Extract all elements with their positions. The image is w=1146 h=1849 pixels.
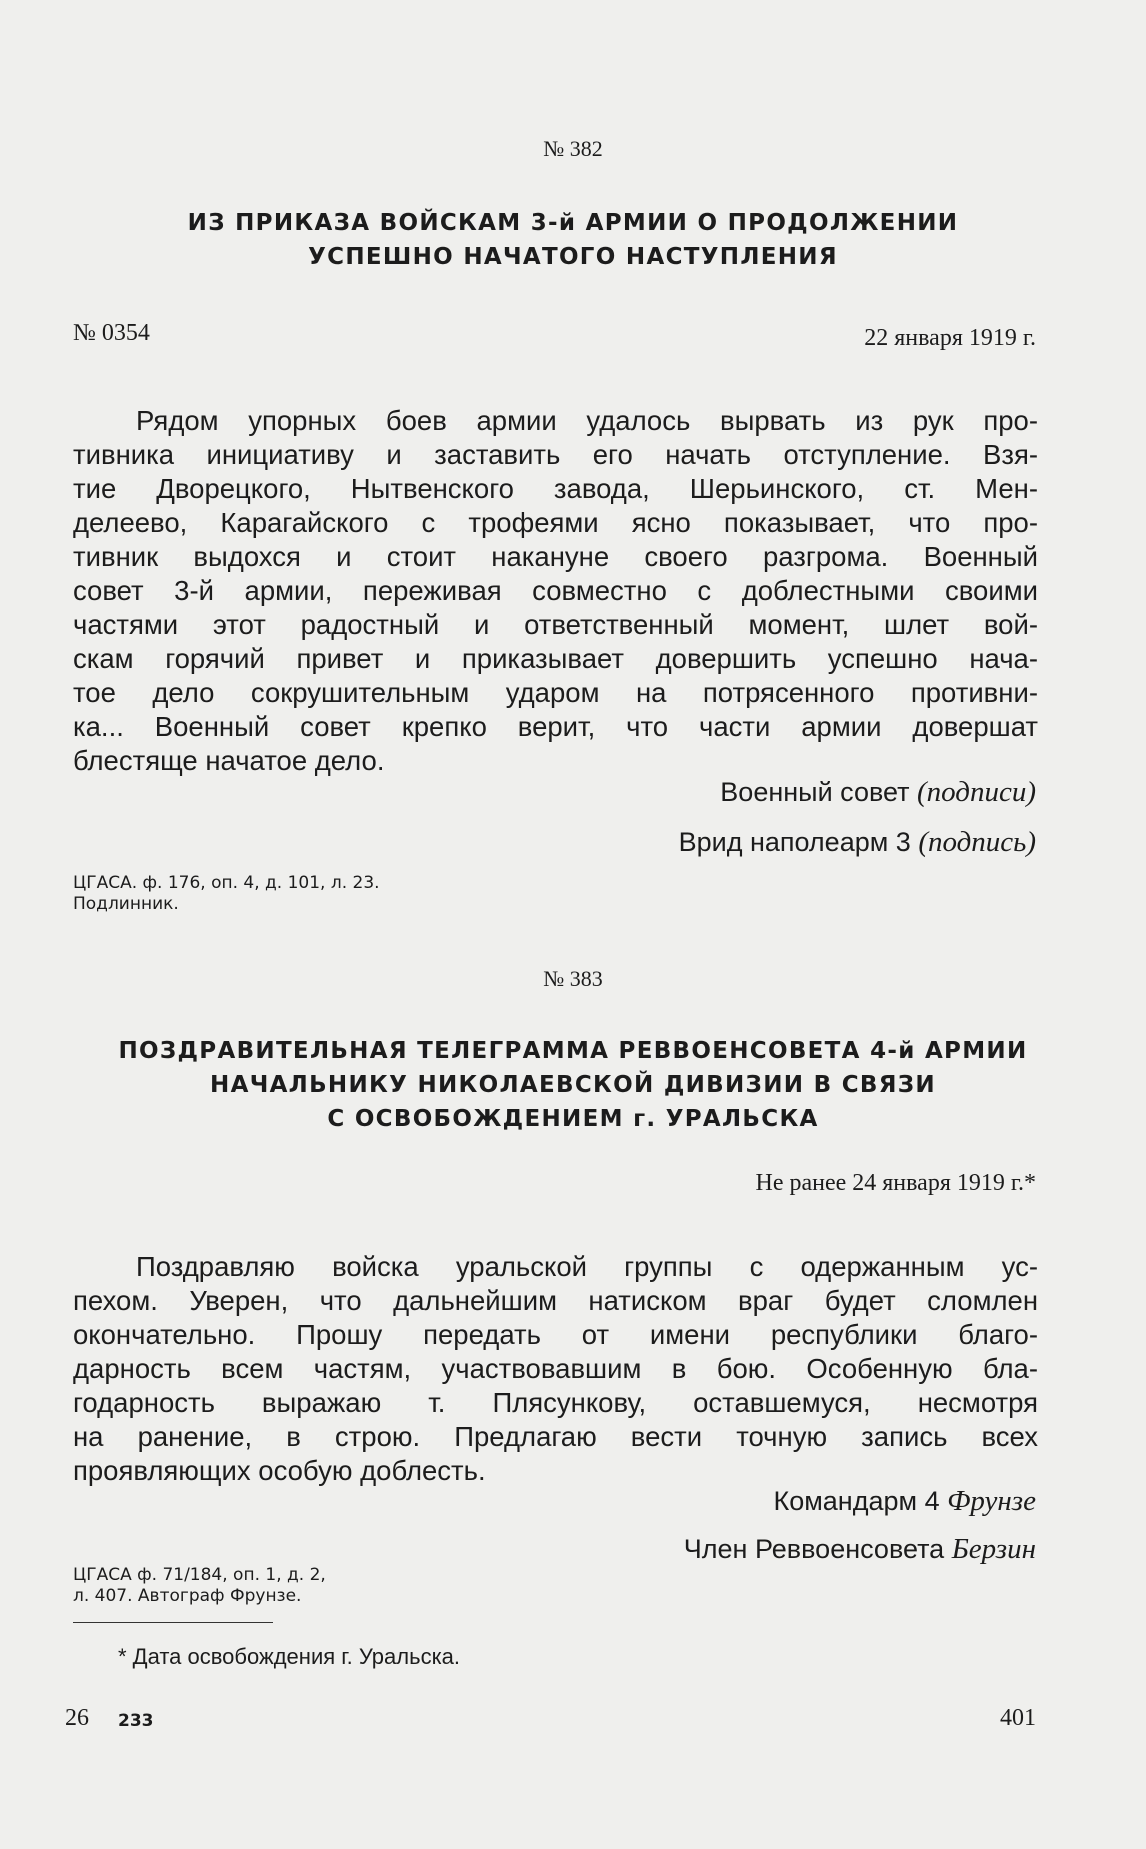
title-line: ПОЗДРАВИТЕЛЬНАЯ ТЕЛЕГРАММА РЕВВОЕНСОВЕТА 4-й АРМИИ	[118, 1038, 1028, 1064]
body-line: ка... Военный совет крепко верит, что части армии довершат	[73, 711, 1038, 742]
doc-383-number: № 383	[543, 966, 603, 991]
body-line: Поздравляю войска уральской группы с одержанным ус-	[136, 1251, 1038, 1282]
body-line: проявляющих особую доблесть.	[73, 1455, 486, 1486]
archive-line: л. 407. Автограф Фрунзе.	[73, 1586, 302, 1606]
body-line: тивника инициативу и заставить его начать отступление. Взя-	[73, 439, 1038, 470]
title-line: С ОСВОБОЖДЕНИЕМ г. УРАЛЬСКА	[327, 1106, 819, 1132]
title-line: НАЧАЛЬНИКУ НИКОЛАЕВСКОЙ ДИВИЗИИ В СВЯЗИ	[210, 1072, 936, 1098]
body-line: скам горячий привет и приказывает довершить успешно нача-	[73, 643, 1038, 674]
doc-383-title	[60, 1034, 1086, 1136]
signature-commander	[679, 826, 1036, 859]
body-line: дарность всем частям, участвовавшим в бою. Особенную бла-	[73, 1353, 1038, 1384]
signature-name: Фрунзе	[947, 1485, 1036, 1517]
page-number: 401	[1000, 1705, 1036, 1731]
signature-commander-4	[773, 1485, 1036, 1518]
body-line: окончательно. Прошу передать от имени республики благо-	[73, 1319, 1038, 1350]
order-date: 22 января 1919 г.	[864, 325, 1036, 351]
signature-title: Член Реввоенсовета	[683, 1534, 945, 1564]
body-line: совет 3-й армии, переживая совместно с доблестными своими	[73, 575, 1038, 606]
doc-382-title	[60, 206, 1086, 274]
signature-title: Врид наполеарм 3	[678, 827, 911, 857]
body-line: тое дело сокрушительным ударом на потрясенного противни-	[73, 677, 1038, 708]
signature-name: Берзин	[951, 1533, 1036, 1565]
doc-383-archive-ref	[73, 1565, 326, 1607]
body-line: годарность выражаю т. Плясункову, оставшемуся, несмотря	[73, 1387, 1038, 1418]
title-line: ИЗ ПРИКАЗА ВОЙСКАМ 3-й АРМИИ О ПРОДОЛЖЕНИИ	[187, 210, 959, 236]
order-number: № 0354	[73, 320, 150, 346]
body-line: тивник выдохся и стоит накануне своего разгрома. Военный	[73, 541, 1038, 572]
body-line: тие Дворецкого, Нытвенского завода, Шерьинского, ст. Мен-	[73, 473, 1038, 504]
body-line: делеево, Карагайского с трофеями ясно показывает, что про-	[73, 507, 1038, 538]
title-line: УСПЕШНО НАЧАТОГО НАСТУПЛЕНИЯ	[308, 244, 838, 270]
signature-title: Командарм 4	[773, 1486, 940, 1516]
signature-note: (подпись)	[918, 826, 1036, 858]
doc-382-number: № 382	[543, 136, 603, 161]
doc-382-body	[73, 404, 1038, 778]
telegram-date: Не ранее 24 января 1919 г.*	[755, 1170, 1036, 1196]
doc-383-body	[73, 1250, 1038, 1488]
body-line: частями этот радостный и ответственный момент, шлет вой-	[73, 609, 1038, 640]
body-line: Рядом упорных боев армии удалось вырвать из рук про-	[136, 405, 1038, 436]
doc-382-archive-ref	[73, 873, 380, 915]
body-line: блестяще начатое дело.	[73, 745, 385, 776]
archive-line: ЦГАСА ф. 71/184, оп. 1, д. 2,	[73, 1565, 326, 1585]
footnote-divider	[73, 1622, 273, 1623]
body-line: пехом. Уверен, что дальнейшим натиском враг будет сломлен	[73, 1285, 1038, 1316]
archive-line: ЦГАСА. ф. 176, оп. 4, д. 101, л. 23.	[73, 873, 380, 893]
signature-note: (подписи)	[917, 776, 1036, 808]
archive-line: Подлинник.	[73, 894, 179, 914]
small-marker: 233	[118, 1711, 154, 1731]
signature-title: Военный совет	[720, 777, 910, 807]
body-line: на ранение, в строю. Предлагаю вести точную запись всех	[73, 1421, 1038, 1452]
footnote: * Дата освобождения г. Уральска.	[118, 1644, 461, 1669]
left-page-marker: 26	[65, 1705, 89, 1731]
signature-council	[720, 776, 1036, 809]
signature-council-member	[684, 1533, 1036, 1566]
